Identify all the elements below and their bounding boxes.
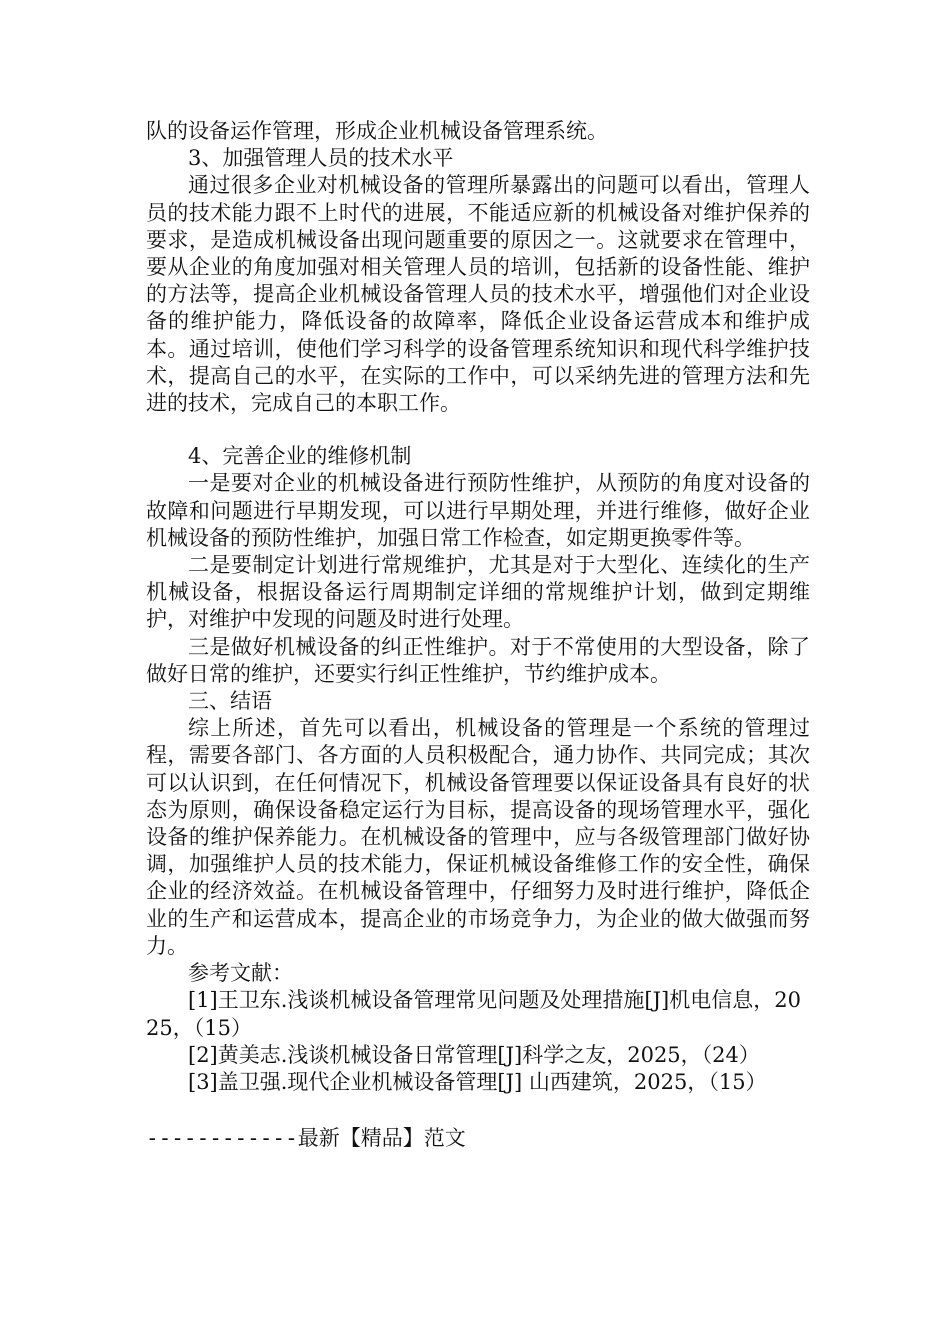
document-body — [146, 118, 810, 1096]
references-heading: 参考文献： — [188, 961, 293, 986]
section-heading-conclusion: 三、结语 — [188, 689, 272, 714]
paragraph-4-three: 三是做好机械设备的纠正性维护。对于不常使用的大型设备，除了做好日常的维护，还要实行纠正性维护，节约维护成本。 — [146, 634, 810, 686]
reference-item-1: [1]王卫东.浅谈机械设备管理常见问题及处理措施[J]机电信息，2025，（15） — [146, 988, 801, 1040]
reference-item-3: [3]盖卫强.现代企业机械设备管理[J] 山西建筑，2025，（15） — [188, 1069, 767, 1094]
section-heading-3: 3、加强管理人员的技术水平 — [188, 146, 454, 171]
section-heading-4: 4、完善企业的维修机制 — [188, 444, 412, 469]
paragraph-conclusion: 综上所述，首先可以看出，机械设备的管理是一个系统的管理过程，需要各部门、各方面的人员积极配合，通力协作、共同完成；其次可以认识到，在任何情况下，机械设备管理要以保证设备具有良好的状态为原则，确保设备稳定运行为目标，提高设备的现场管理水平，强化设备的维护保养能力。在机械设备的管理中，应与各级管理部门做好协调，加强维护人员的技术能力，保证机械设备维修工作的安全性，确保企业的经济效益。在机械设备管理中，仔细努力及时进行维护，降低企业的生产和运营成本，提高企业的市场竞争力，为企业的做大做强而努力。 — [146, 716, 810, 958]
paragraph-section-3: 通过很多企业对机械设备的管理所暴露出的问题可以看出，管理人员的技术能力跟不上时代的进展，不能适应新的机械设备对维护保养的要求，是造成机械设备出现问题重要的原因之一。这就要求在管理中，要从企业的角度加强对相关管理人员的培训，包括新的设备性能、维护的方法等，提高企业机械设备管理人员的技术水平，增强他们对企业设备的维护能力，降低设备的故障率，降低企业设备运营成本和维护成本。通过培训，使他们学习科学的设备管理系统知识和现代科学维护技术，提高自己的水平，在实际的工作中，可以采纳先进的管理方法和先进的技术，完成自己的本职工作。 — [146, 173, 810, 416]
footer-caption: ------------最新【精品】范文 — [146, 1126, 466, 1150]
paragraph-intro-tail: 队的设备运作管理，形成企业机械设备管理系统。 — [146, 119, 608, 143]
reference-item-2: [2]黄美志.浅谈机械设备日常管理[J]科学之友，2025，（24） — [188, 1042, 760, 1067]
paragraph-4-two: 二是要制定计划进行常规维护，尤其是对于大型化、连续化的生产机械设备，根据设备运行周期制定详细的常规维护计划，做到定期维护，对维护中发现的问题及时进行处理。 — [146, 553, 810, 632]
paragraph-4-one: 一是要对企业的机械设备进行预防性维护，从预防的角度对设备的故障和问题进行早期发现，可以进行早期处理，并进行维修，做好企业机械设备的预防性维护，加强日常工作检查，如定期更换零件等。 — [146, 471, 810, 550]
